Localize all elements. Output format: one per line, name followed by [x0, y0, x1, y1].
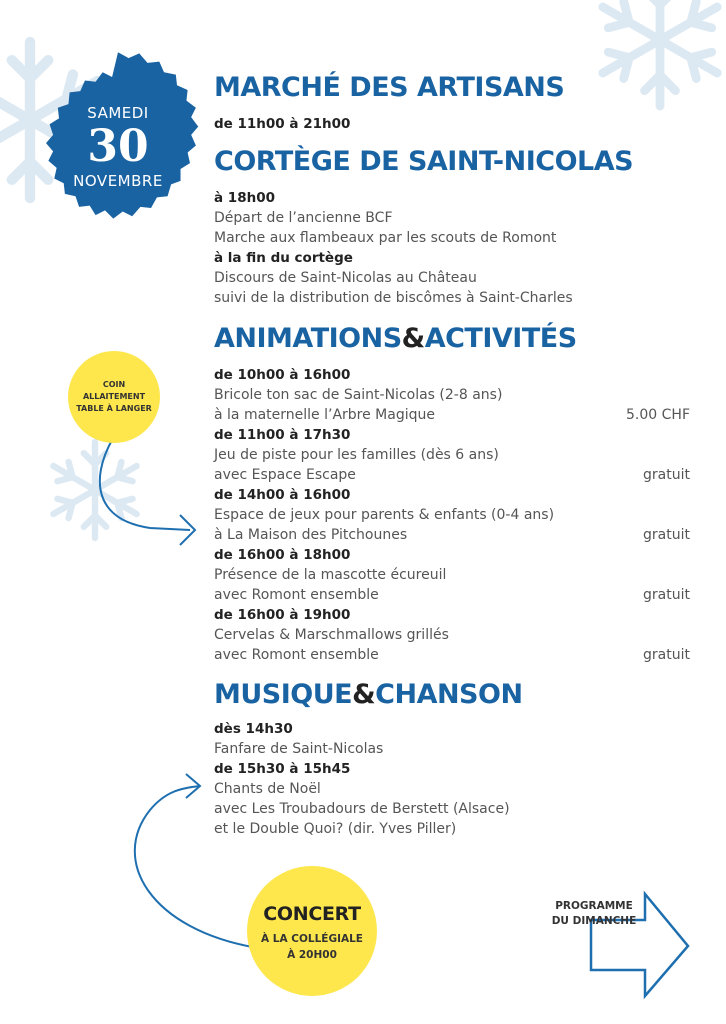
cortege-line-2: Marche aux flambeaux par les scouts de Romont: [214, 230, 557, 246]
musique-line-3: avec Les Troubadours de Berstett (Alsace): [214, 801, 510, 817]
coin-line-3: TABLE À LANGER: [76, 404, 152, 413]
animation-price: 5.00 CHF: [626, 407, 690, 423]
animation-venue-text: avec Espace Escape: [214, 467, 356, 483]
snowflake-icon-left: [53, 442, 136, 538]
musique-line-2: Chants de Noël: [214, 781, 321, 797]
coin-line-1: COIN: [102, 380, 126, 389]
animation-venue: [214, 465, 690, 485]
animation-venue-text: avec Romont ensemble: [214, 647, 379, 663]
cortege-time-1: à 18h00: [214, 190, 275, 206]
animation-desc: Cervelas & Marschmallows grillés: [214, 627, 449, 643]
concert-line-1: À LA COLLÉGIALE: [261, 933, 363, 945]
musique-time-2: de 15h30 à 15h45: [214, 761, 351, 777]
animation-venue: [214, 645, 690, 665]
animation-desc: Bricole ton sac de Saint-Nicolas (2-8 ans): [214, 387, 503, 403]
animation-price: gratuit: [643, 587, 690, 603]
animation-venue: [214, 585, 690, 605]
concert-title: CONCERT: [263, 903, 361, 925]
section-title-musique: [214, 679, 523, 710]
concert-badge: [247, 866, 377, 996]
animation-time: de 10h00 à 16h00: [214, 367, 351, 383]
musique-title-b: CHANSON: [375, 679, 523, 710]
animation-price: gratuit: [643, 647, 690, 663]
section-title-animations: [214, 323, 577, 354]
musique-title-a: MUSIQUE: [214, 679, 353, 710]
badge-day: SAMEDI: [87, 104, 149, 122]
musique-line-1: Fanfare de Saint-Nicolas: [214, 741, 384, 757]
animations-title-a: ANIMATIONS: [214, 323, 402, 354]
ampersand: &: [352, 679, 376, 710]
programme-dimanche-label[interactable]: [544, 899, 644, 929]
programme-line-2: DU DIMANCHE: [551, 915, 637, 927]
animation-desc: Présence de la mascotte écureuil: [214, 567, 447, 583]
animation-time: de 16h00 à 19h00: [214, 607, 351, 623]
marche-time: de 11h00 à 21h00: [214, 116, 351, 132]
animation-time: de 14h00 à 16h00: [214, 487, 351, 503]
snowflake-icon-top-right: [603, 0, 717, 106]
musique-time-1: dès 14h30: [214, 721, 293, 737]
animation-time: de 11h00 à 17h30: [214, 427, 351, 443]
badge-date: 30: [87, 121, 149, 172]
animation-venue: [214, 525, 690, 545]
section-title-marche: MARCHÉ DES ARTISANS: [214, 72, 565, 103]
coin-allaitement-badge: [68, 351, 160, 443]
date-badge: [36, 67, 200, 231]
animation-desc: Jeu de piste pour les familles (dès 6 ans): [214, 447, 499, 463]
cortege-time-2: à la fin du cortège: [214, 250, 353, 266]
programme-line-1: PROGRAMME: [555, 900, 633, 912]
cortege-line-3: Discours de Saint-Nicolas au Château: [214, 270, 477, 286]
animation-venue: [214, 405, 690, 425]
animation-venue-text: à La Maison des Pitchounes: [214, 527, 408, 543]
concert-line-2: À 20H00: [287, 949, 337, 961]
cortege-line-4: suivi de la distribution de biscômes à Saint-Charles: [214, 290, 573, 306]
animation-price: gratuit: [643, 467, 690, 483]
animations-title-b: ACTIVITÉS: [424, 323, 577, 354]
ampersand: &: [401, 323, 425, 354]
animation-price: gratuit: [643, 527, 690, 543]
musique-line-4: et le Double Quoi? (dir. Yves Piller): [214, 821, 457, 837]
animation-venue-text: avec Romont ensemble: [214, 587, 379, 603]
animation-venue-text: à la maternelle l’Arbre Magique: [214, 407, 435, 423]
section-title-cortege: CORTÈGE DE SAINT-NICOLAS: [214, 146, 634, 177]
animation-time: de 16h00 à 18h00: [214, 547, 351, 563]
animation-desc: Espace de jeux pour parents & enfants (0-4 ans): [214, 507, 555, 523]
badge-month: NOVEMBRE: [73, 172, 163, 190]
concert-subtitle: [261, 931, 363, 963]
cortege-line-1: Départ de l’ancienne BCF: [214, 210, 393, 226]
coin-line-2: ALLAITEMENT: [82, 392, 146, 401]
arrow-icon-coin: [100, 440, 190, 530]
